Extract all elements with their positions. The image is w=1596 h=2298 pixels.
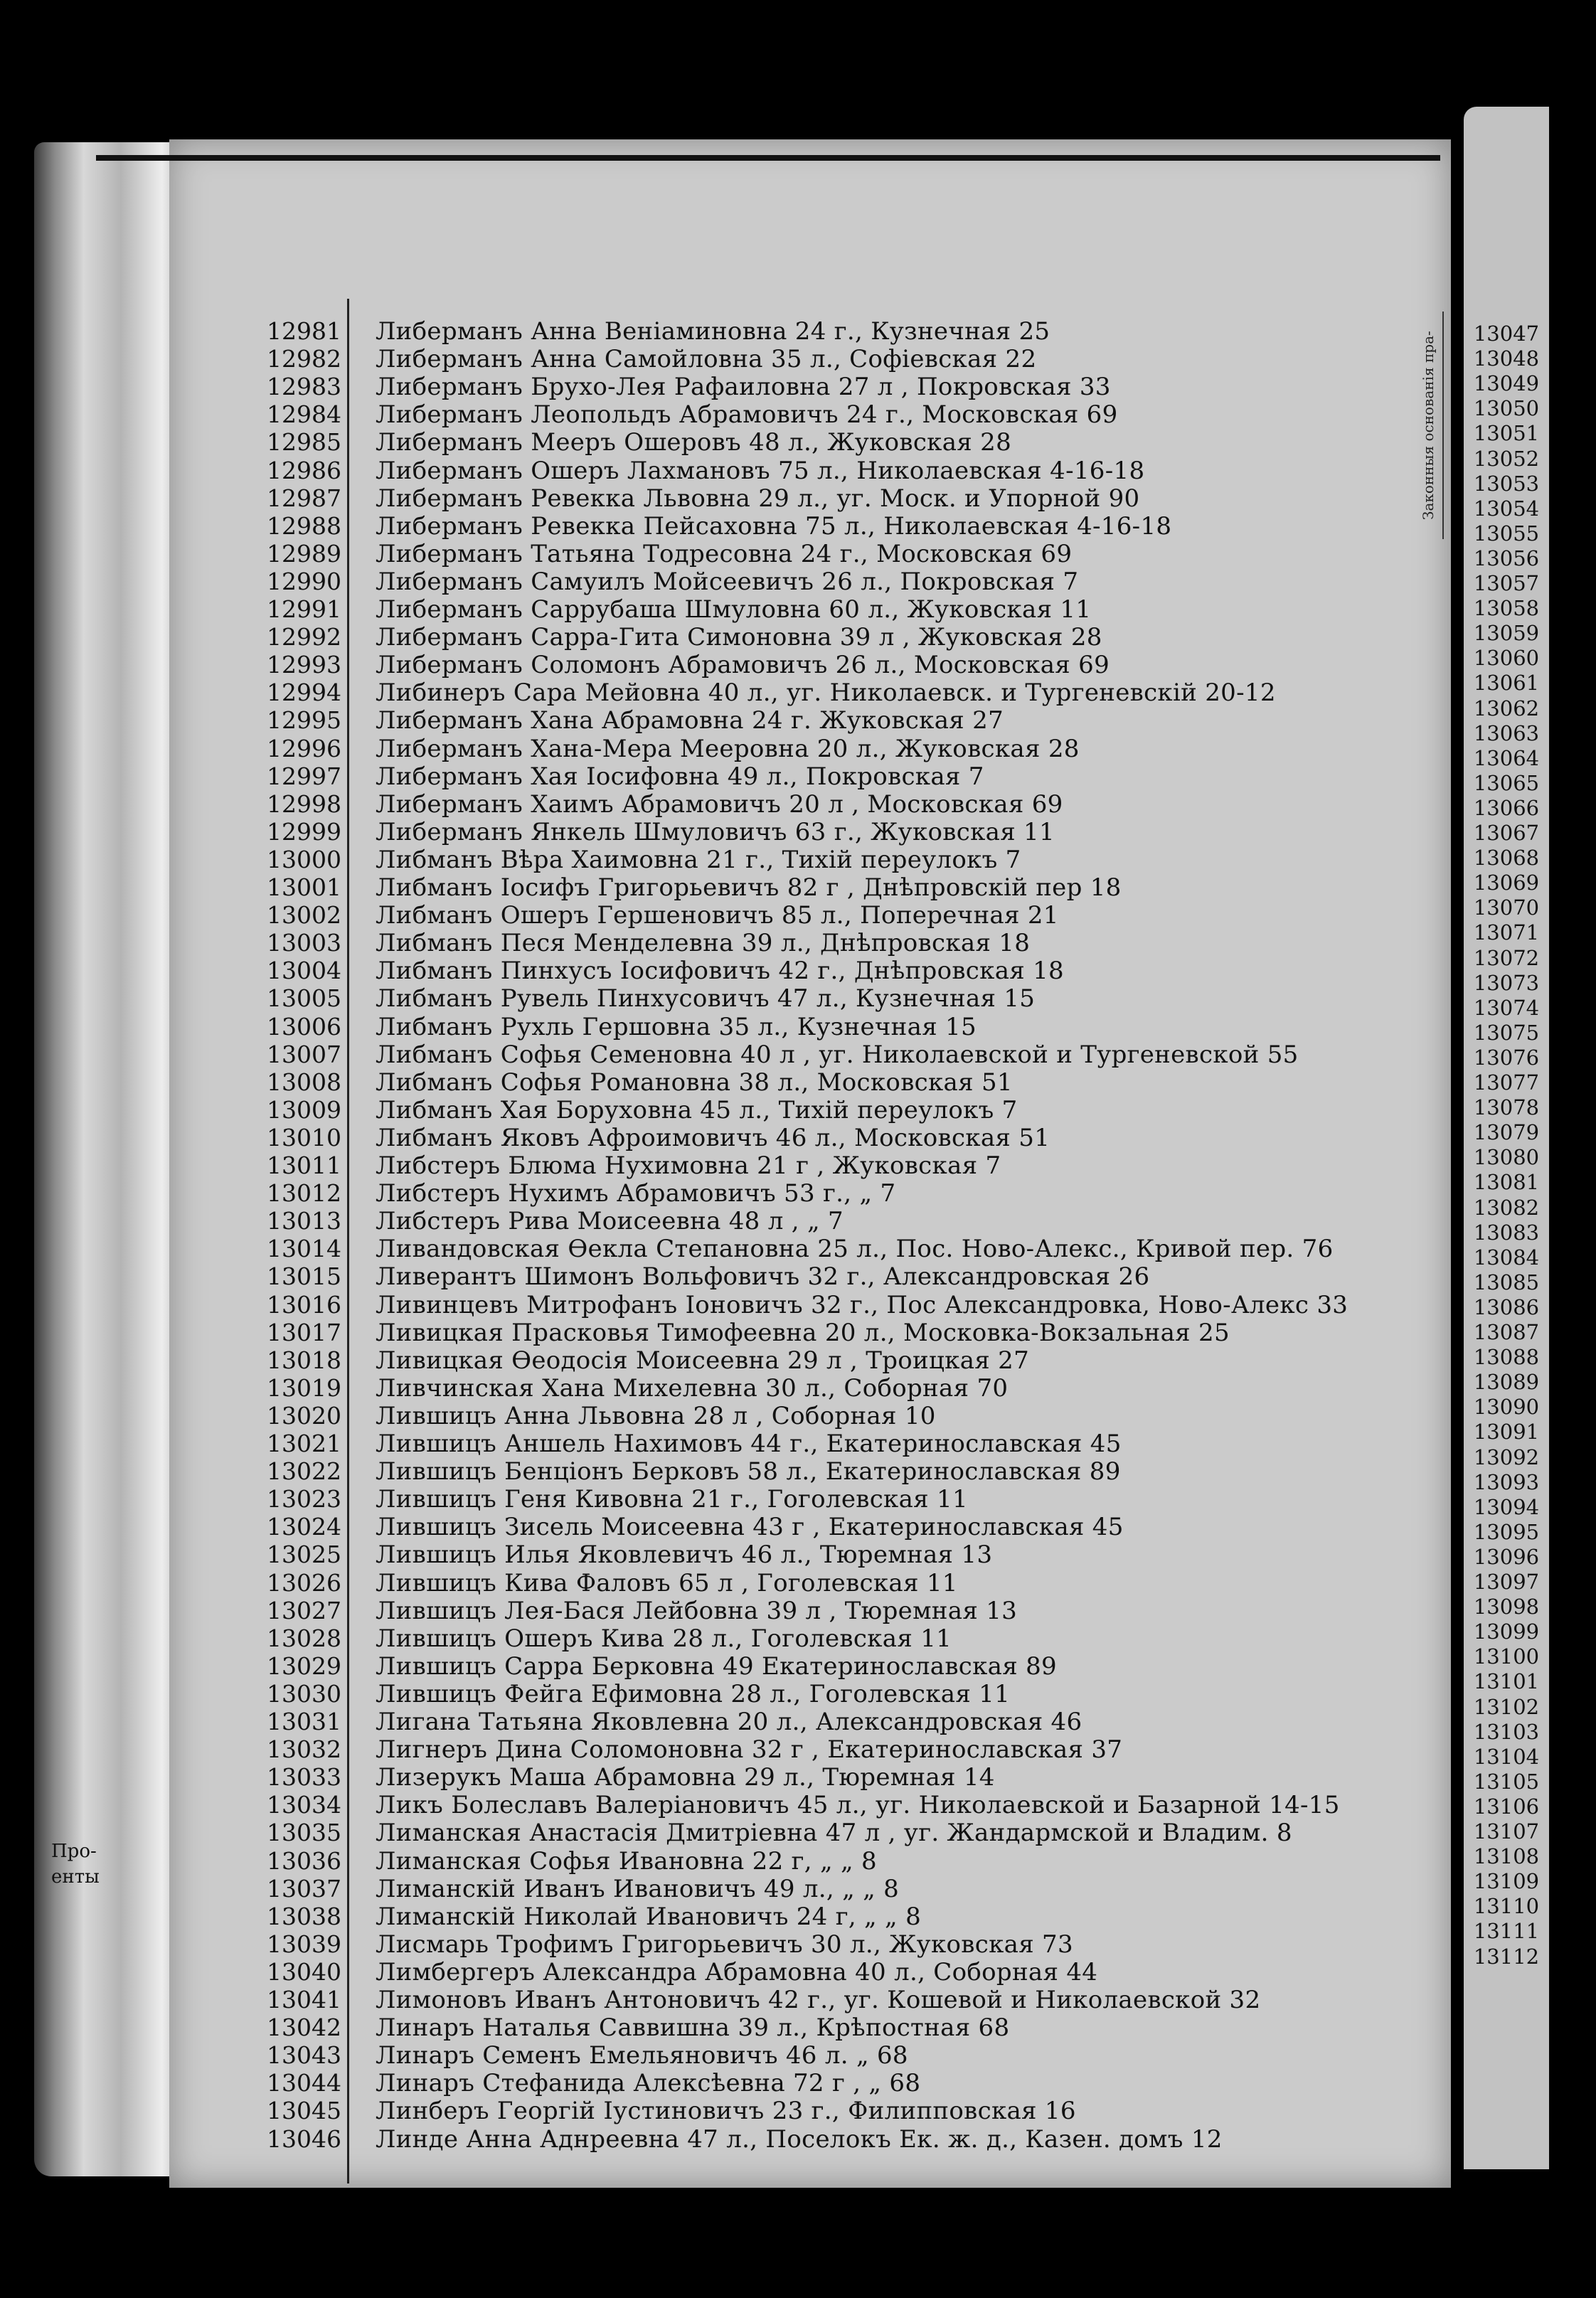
margin-stamp: Законныя основанія пра-: [1414, 312, 1444, 539]
entry-number: 13007: [267, 1040, 341, 1068]
entry-text: Ливандовская Өекла Степановна 25 л., Пос. Ново-Алекс., Кривой пер. 76: [376, 1235, 1334, 1264]
next-page-number: 13073: [1473, 970, 1540, 995]
next-page-number: 13069: [1473, 871, 1540, 895]
next-page-number: 13103: [1473, 1719, 1540, 1744]
entry-text: Лившицъ Геня Кивовна 21 г., Гоголевская 11: [376, 1485, 968, 1514]
entry-text: Лисмарь Трофимъ Григорьевичъ 30 л., Жуковская 73: [376, 1930, 1073, 1959]
entry-number: 13016: [267, 1290, 341, 1319]
entry-number: 13008: [267, 1068, 341, 1096]
next-page-number: 13058: [1473, 596, 1540, 621]
next-page-number: 13100: [1473, 1644, 1540, 1669]
entry-text: Лившицъ Сарра Берковна 49 Екатеринославская 89: [376, 1651, 1057, 1681]
entry-text: Лившицъ Илья Яковлевичъ 46 л., Тюремная 13: [376, 1541, 993, 1570]
next-page-number: 13080: [1473, 1145, 1540, 1170]
entry-number: 13001: [267, 873, 341, 901]
entry-number: 13026: [267, 1568, 341, 1597]
entry-text: Лиманская Анастасія Дмитріевна 47 л , уг. Жандармской и Владим. 8: [376, 1819, 1292, 1848]
next-page-number: 13084: [1473, 1245, 1540, 1270]
entry-text: Лившицъ Лея-Бася Лейбовна 39 л , Тюремная 13: [376, 1596, 1018, 1625]
entry-text: Либстеръ Нухимъ Абрамовичъ 53 г., „ 7: [376, 1179, 896, 1208]
next-page-number: 13097: [1473, 1570, 1540, 1594]
entry-text: Ливерантъ Шимонъ Вольфовичъ 32 г., Александровская 26: [376, 1262, 1150, 1292]
entry-text: Либерманъ Хая Іосифовна 49 л., Покровская 7: [376, 762, 984, 791]
entry-text: Либманъ Рухль Гершовна 35 л., Кузнечная 15: [376, 1012, 977, 1041]
next-page-number: 13090: [1473, 1395, 1540, 1420]
entry-text: Лигнеръ Дина Соломоновна 32 г , Екатеринославская 37: [376, 1735, 1123, 1765]
entry-text: Линберъ Георгій Іустиновичъ 23 г., Филипповская 16: [376, 2097, 1076, 2126]
next-page-number: 13099: [1473, 1619, 1540, 1644]
entry-text: Лившицъ Зисель Моисеевна 43 г , Екатеринославская 45: [376, 1513, 1124, 1542]
next-page-number: 13060: [1473, 646, 1540, 671]
next-page-number: 13055: [1473, 521, 1540, 546]
entry-number: 12991: [267, 595, 341, 623]
entry-number: 13028: [267, 1624, 341, 1652]
entry-text: Либманъ Пинхусъ Іосифовичъ 42 г., Днѣпровская 18: [376, 957, 1064, 986]
entry-number: 13005: [267, 984, 341, 1013]
next-page-number: 13106: [1473, 1794, 1540, 1819]
entry-number: 13032: [267, 1735, 341, 1764]
entry-number: 13000: [267, 845, 341, 873]
entry-number: 12995: [267, 706, 341, 735]
next-page-number: 13109: [1473, 1869, 1540, 1894]
next-page-number: 13076: [1473, 1045, 1540, 1070]
next-page-number: 13098: [1473, 1595, 1540, 1619]
entry-number: 12984: [267, 400, 341, 429]
next-page-number: 13050: [1473, 396, 1540, 421]
next-page-number: 13093: [1473, 1469, 1540, 1494]
entry-number: 13035: [267, 1819, 341, 1847]
entry-number: 12993: [267, 651, 341, 679]
entry-text: Лиманская Софья Ивановна 22 г, „ „ 8: [376, 1846, 877, 1876]
entry-number: 13002: [267, 901, 341, 930]
entry-text: Линаръ Семенъ Емельяновичъ 46 л. „ 68: [376, 2041, 908, 2070]
entry-number: 13037: [267, 1874, 341, 1903]
entry-number: 13027: [267, 1596, 341, 1624]
next-page-number: 13105: [1473, 1769, 1540, 1794]
next-page-number: 13059: [1473, 621, 1540, 646]
entry-text: Либерманъ Брухо-Лея Рафаиловна 27 л , Покровская 33: [376, 373, 1111, 402]
entry-text: Либерманъ Соломонъ Абрамовичъ 26 л., Московская 69: [376, 651, 1110, 680]
entry-number: 13043: [267, 2041, 341, 2070]
entry-text: Либерманъ Хаимъ Абрамовичъ 20 л , Московская 69: [376, 789, 1063, 819]
entry-number: 13003: [267, 929, 341, 957]
entry-text: Лившицъ Аншель Нахимовъ 44 г., Екатеринославская 45: [376, 1430, 1122, 1458]
entry-text: Либерманъ Сарра-Гита Симоновна 39 л , Жуковская 28: [376, 623, 1102, 652]
entry-number: 13031: [267, 1708, 341, 1735]
entry-number: 13033: [267, 1763, 341, 1792]
entry-text: Лимбергеръ Александра Абрамовна 40 л., Соборная 44: [376, 1957, 1098, 1986]
entry-text: Лиманскій Николай Ивановичъ 24 г, „ „ 8: [376, 1902, 922, 1931]
entry-number: 13020: [267, 1401, 341, 1430]
next-page-number: 13110: [1473, 1894, 1540, 1919]
entry-number: 12994: [267, 679, 341, 707]
next-page-number: 13061: [1473, 671, 1540, 696]
entry-number: 13029: [267, 1651, 341, 1680]
next-page-number: 13047: [1473, 321, 1540, 346]
entry-number: 12996: [267, 734, 341, 762]
entry-number: 13006: [267, 1012, 341, 1041]
entry-text: Ливицкая Прасковья Тимофеевна 20 л., Московка-Вокзальная 25: [376, 1318, 1230, 1347]
entry-text: Либстеръ Блюма Нухимовна 21 г , Жуковская 7: [376, 1151, 1001, 1180]
next-page-number: 13092: [1473, 1445, 1540, 1469]
entry-number: 12981: [267, 317, 341, 345]
entry-text: Ликъ Болеславъ Валеріановичъ 45 л., уг. Николаевской и Базарной 14-15: [376, 1791, 1340, 1820]
entry-number: 13024: [267, 1513, 341, 1541]
entry-text: Либерманъ Хана-Мера Мееровна 20 л., Жуковская 28: [376, 734, 1080, 763]
entry-number: 13011: [267, 1151, 341, 1179]
next-page-number: 13096: [1473, 1544, 1540, 1569]
entry-number: 12983: [267, 373, 341, 401]
next-page-number: 13067: [1473, 821, 1540, 845]
next-page-number: 13089: [1473, 1370, 1540, 1395]
next-page-number: 13094: [1473, 1494, 1540, 1519]
next-page-number: 13075: [1473, 1020, 1540, 1045]
entry-text: Линаръ Наталья Саввишна 39 л., Крѣпостная 68: [376, 2014, 1010, 2043]
next-page-number: 13088: [1473, 1345, 1540, 1370]
entry-text: Линаръ Стефанида Алексѣевна 72 г , „ 68: [376, 2069, 921, 2098]
edge-note-line: Про-: [51, 1841, 97, 1862]
next-page-number: 13057: [1473, 571, 1540, 595]
entry-number: 12997: [267, 762, 341, 790]
entry-number: 13022: [267, 1457, 341, 1486]
entry-number: 13004: [267, 957, 341, 985]
entry-number: 13013: [267, 1207, 341, 1235]
next-page-number: 13095: [1473, 1519, 1540, 1544]
entry-number: 13018: [267, 1346, 341, 1374]
entry-number: 12999: [267, 817, 341, 846]
entry-text: Либманъ Софья Семеновна 40 л , уг. Николаевской и Тургеневской 55: [376, 1040, 1299, 1069]
next-page-number: 13104: [1473, 1744, 1540, 1769]
entry-text: Либманъ Яковъ Афроимовичъ 46 л., Московская 51: [376, 1123, 1050, 1152]
entry-number: 13023: [267, 1485, 341, 1514]
entry-number: 12998: [267, 789, 341, 818]
entry-number: 13036: [267, 1846, 341, 1875]
entry-text: Либманъ Песя Менделевна 39 л., Днѣпровская 18: [376, 929, 1031, 958]
entry-number: 12990: [267, 567, 341, 595]
entry-number: 13015: [267, 1262, 341, 1291]
entry-number: 13034: [267, 1791, 341, 1819]
next-page-number: 13071: [1473, 920, 1540, 945]
entry-number: 13042: [267, 2014, 341, 2042]
next-page-number: 13082: [1473, 1195, 1540, 1220]
next-page-number: 13066: [1473, 795, 1540, 820]
entry-number: 13041: [267, 1986, 341, 2014]
next-page-number: 13063: [1473, 720, 1540, 745]
next-page-number: 13053: [1473, 471, 1540, 496]
entry-text: Либерманъ Татьяна Тодресовна 24 г., Московская 69: [376, 539, 1073, 568]
entry-text: Лившицъ Анна Львовна 28 л , Соборная 10: [376, 1401, 936, 1430]
entry-number: 13046: [267, 2124, 341, 2153]
entry-text: Либманъ Рувель Пинхусовичъ 47 л., Кузнечная 15: [376, 984, 1036, 1014]
next-page-number: 13056: [1473, 546, 1540, 570]
entry-number: 13039: [267, 1930, 341, 1958]
entry-text: Ливицкая Өеодосія Моисеевна 29 л , Троицкая 27: [376, 1346, 1029, 1375]
next-page-number: 13087: [1473, 1320, 1540, 1344]
entry-number: 13017: [267, 1318, 341, 1346]
next-page-number: 13111: [1473, 1919, 1540, 1944]
next-page-number: 13065: [1473, 770, 1540, 795]
next-page-number: 13085: [1473, 1270, 1540, 1294]
entry-text: Лившицъ Ошеръ Кива 28 л., Гоголевская 11: [376, 1624, 952, 1653]
entry-text: Лизерукъ Маша Абрамовна 29 л., Тюремная 14: [376, 1763, 995, 1792]
entry-number: 12986: [267, 456, 341, 484]
next-page-number: 13083: [1473, 1220, 1540, 1245]
next-page-number: 13079: [1473, 1120, 1540, 1145]
entry-number: 13038: [267, 1902, 341, 1930]
entry-number: 12987: [267, 484, 341, 512]
entry-text: Лившицъ Кива Фаловъ 65 л , Гоголевская 11: [376, 1568, 958, 1597]
entry-text: Ливинцевъ Митрофанъ Іоновичъ 32 г., Пос Александровка, Ново-Алекс 33: [376, 1290, 1348, 1319]
next-page-number: 13074: [1473, 995, 1540, 1020]
entry-text: Либманъ Ошеръ Гершеновичъ 85 л., Поперечная 21: [376, 901, 1059, 930]
next-page-number: 13051: [1473, 421, 1540, 446]
entry-number: 13040: [267, 1957, 341, 1986]
entry-number: 13019: [267, 1373, 341, 1402]
entry-text: Либманъ Іосифъ Григорьевичъ 82 г , Днѣпровскій пер 18: [376, 873, 1122, 902]
entry-number: 13009: [267, 1095, 341, 1124]
edge-note-line: енты: [51, 1866, 100, 1888]
entry-number: 13010: [267, 1123, 341, 1151]
column-separator: [347, 299, 349, 2183]
next-page-number: 13068: [1473, 846, 1540, 871]
entry-text: Либинеръ Сара Мейовна 40 л., уг. Николаевск. и Тургеневскій 20-12: [376, 679, 1276, 708]
entry-text: Либманъ Вѣра Хаимовна 21 г., Тихій переулокъ 7: [376, 845, 1021, 874]
entry-number: 13014: [267, 1235, 341, 1263]
entry-text: Либерманъ Ошеръ Лахмановъ 75 л., Николаевская 4-16-18: [376, 456, 1145, 485]
entry-text: Либерманъ Анна Самойловна 35 л., Софіевская 22: [376, 345, 1037, 374]
next-page-number: 13049: [1473, 371, 1540, 396]
entry-number: 13044: [267, 2069, 341, 2097]
next-page-number: 13081: [1473, 1170, 1540, 1195]
entry-text: Либерманъ Саррубаша Шмуловна 60 л., Жуковская 11: [376, 595, 1092, 624]
entry-number: 13012: [267, 1179, 341, 1208]
entry-number: 13045: [267, 2097, 341, 2125]
entry-text: Лигана Татьяна Яковлевна 20 л., Александровская 46: [376, 1708, 1082, 1736]
next-page-number: 13091: [1473, 1420, 1540, 1445]
entry-number: 12988: [267, 511, 341, 540]
entry-text: Либерманъ Ревекка Пейсаховна 75 л., Николаевская 4-16-18: [376, 511, 1172, 541]
next-page-number: 13070: [1473, 895, 1540, 920]
next-page-number: 13112: [1473, 1944, 1540, 1969]
entry-text: Либерманъ Анна Веніаминовна 24 г., Кузнечная 25: [376, 317, 1050, 346]
entry-text: Лившицъ Фейга Ефимовна 28 л., Гоголевская 11: [376, 1679, 1011, 1708]
entry-text: Либманъ Софья Романовна 38 л., Московская 51: [376, 1068, 1013, 1097]
next-page-number: 13107: [1473, 1819, 1540, 1844]
entry-text: Лимоновъ Иванъ Антоновичъ 42 г., уг. Кошевой и Николаевской 32: [376, 1986, 1261, 2014]
next-page-number: 13108: [1473, 1844, 1540, 1869]
next-page-number: 13052: [1473, 446, 1540, 471]
entry-text: Либстеръ Рива Моисеевна 48 л , „ 7: [376, 1207, 844, 1236]
entry-text: Лившицъ Бенціонъ Берковъ 58 л., Екатеринославская 89: [376, 1457, 1121, 1486]
next-page-number: 13078: [1473, 1095, 1540, 1120]
next-page-number: 13086: [1473, 1294, 1540, 1319]
next-page-number: 13077: [1473, 1070, 1540, 1095]
entry-number: 13030: [267, 1679, 341, 1708]
next-page-number: 13062: [1473, 696, 1540, 720]
next-page-number: 13072: [1473, 945, 1540, 970]
entry-text: Либерманъ Янкель Шмуловичъ 63 г., Жуковская 11: [376, 817, 1055, 846]
entry-number: 13021: [267, 1430, 341, 1457]
next-page-number: 13102: [1473, 1694, 1540, 1719]
next-page-number: 13064: [1473, 745, 1540, 770]
entry-text: Либманъ Хая Боруховна 45 л., Тихій переулокъ 7: [376, 1095, 1018, 1124]
edge-note: [51, 1839, 101, 1890]
entry-text: Лиманскій Иванъ Ивановичъ 49 л., „ „ 8: [376, 1874, 900, 1903]
entry-number: 12982: [267, 345, 341, 373]
entry-text: Ливчинская Хана Михелевна 30 л., Соборная 70: [376, 1373, 1009, 1403]
next-page-number: 13054: [1473, 496, 1540, 521]
entry-number: 13025: [267, 1541, 341, 1569]
entry-number: 12989: [267, 539, 341, 568]
next-page-number: 13048: [1473, 346, 1540, 371]
entry-text: Либерманъ Мееръ Ошеровъ 48 л., Жуковская 28: [376, 428, 1012, 457]
entry-number: 12992: [267, 623, 341, 651]
top-rule: [96, 155, 1440, 161]
entry-number: 12985: [267, 428, 341, 457]
entry-text: Либерманъ Леопольдъ Абрамовичъ 24 г., Московская 69: [376, 400, 1118, 430]
entry-text: Либерманъ Ревекка Львовна 29 л., уг. Моск. и Упорной 90: [376, 484, 1140, 513]
next-page-number: 13101: [1473, 1669, 1540, 1694]
entry-text: Либерманъ Самуилъ Мойсеевичъ 26 л., Покровская 7: [376, 567, 1079, 596]
entry-text: Линде Анна Аднреевна 47 л., Поселокъ Ек. ж. д., Казен. домъ 12: [376, 2124, 1223, 2154]
entry-text: Либерманъ Хана Абрамовна 24 г. Жуковская 27: [376, 706, 1004, 735]
